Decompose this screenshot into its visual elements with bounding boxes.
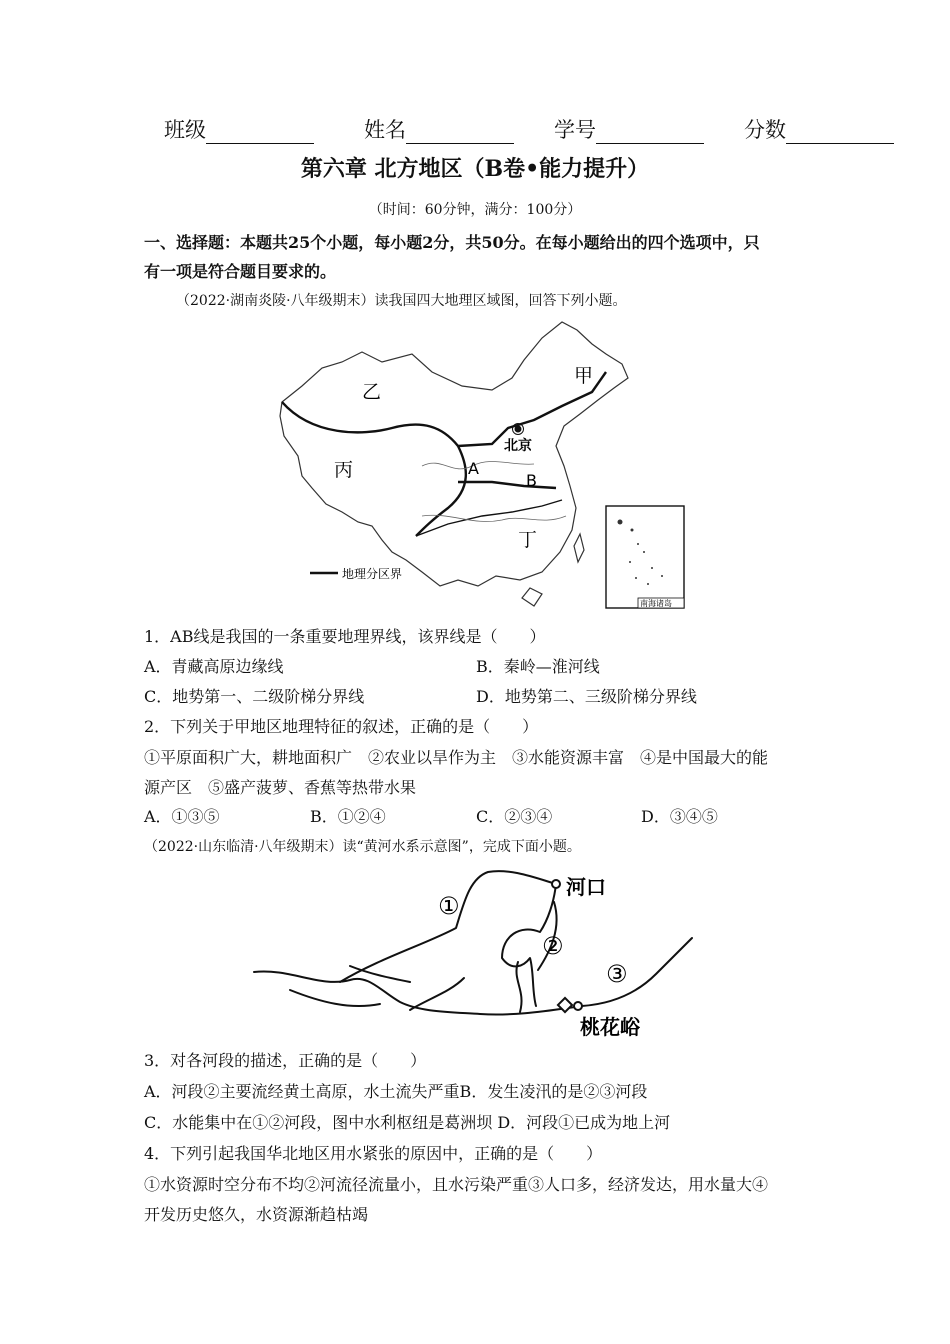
region-boundary-south	[416, 500, 562, 536]
question-2-option-c[interactable]: C．②③④	[476, 807, 553, 826]
question-2-option-b[interactable]: B．①②④	[310, 807, 386, 826]
segment-2-label: ②	[542, 932, 564, 960]
class-field[interactable]	[164, 114, 314, 144]
tributary-luo	[516, 962, 521, 1012]
taohuayu-marker	[574, 1002, 582, 1010]
question-source-2: （2022·山东临清·八年级期末）读“黄河水系示意图”，完成下面小题。	[144, 839, 581, 855]
ab-line	[458, 482, 556, 488]
question-2-items-line2: 源产区 ⑤盛产菠萝、香蕉等热带水果	[144, 778, 417, 797]
question-3-stem: 3．对各河段的描述，正确的是（ ）	[144, 1051, 427, 1070]
score-field[interactable]	[744, 114, 894, 144]
question-1-option-c[interactable]: C．地势第一、二级阶梯分界线	[144, 687, 365, 706]
question-4-stem: 4．下列引起我国华北地区用水紧张的原因中，正确的是（ ）	[144, 1144, 603, 1163]
question-1-option-a[interactable]: A．青藏高原边缘线	[144, 657, 284, 676]
class-label: 班级	[164, 118, 206, 142]
line-b-label: B	[526, 471, 537, 490]
student-id-field[interactable]	[554, 114, 704, 144]
name-label: 姓名	[364, 118, 406, 142]
hekou-label: 河口	[566, 875, 606, 899]
line-a-label: A	[468, 459, 479, 478]
question-source-1: （2022·湖南炎陵·八年级期末）读我国四大地理区域图，回答下列小题。	[176, 293, 627, 309]
question-3-options-line1[interactable]: A．河段②主要流经黄土高原，水土流失严重B．发生凌汛的是②③河段	[144, 1082, 648, 1101]
tributary-wei	[290, 990, 380, 1006]
taohuayu-label: 桃花峪	[580, 1015, 640, 1039]
question-2-items-line1: ①平原面积广大，耕地面积广 ②农业以旱作为主 ③水能资源丰富 ④是中国最大的能	[144, 748, 769, 767]
question-2-stem: 2．下列关于甲地区地理特征的叙述，正确的是（ ）	[144, 717, 539, 736]
question-2-option-a[interactable]: A．①③⑤	[144, 807, 220, 826]
segment-3-label: ③	[606, 960, 628, 988]
question-3-options-line2[interactable]: C．水能集中在①②河段，图中水利枢纽是葛洲坝 D．河段①已成为地上河	[144, 1113, 671, 1132]
tributary-2	[410, 978, 464, 1010]
question-4-items-line1: ①水资源时空分布不均②河流径流量小，且水污染严重③人口多，经济发达，用水量大④	[144, 1175, 769, 1194]
inset-label: 南海诸岛	[640, 599, 672, 608]
question-1-option-d[interactable]: D．地势第二、三级阶梯分界线	[476, 687, 697, 706]
region-boundary	[282, 402, 466, 536]
map-legend: 地理分区界	[342, 567, 403, 581]
section-instruction-line2: 有一项是符合题目要求的。	[144, 262, 337, 281]
student-id-label: 学号	[554, 118, 596, 142]
beijing-icon	[515, 426, 521, 432]
page-title: 第六章 北方地区（B卷•能力提升）	[300, 156, 650, 182]
section-instruction-line1: 一、选择题：本题共25个小题，每小题2分，共50分。在每小题给出的四个选项中，只	[144, 233, 760, 252]
region-jia: 甲	[574, 365, 594, 387]
segment-1-label: ①	[438, 892, 460, 920]
yellow-river-map	[250, 862, 700, 1042]
score-label: 分数	[744, 118, 786, 142]
question-4-items-line2: 开发历史悠久，水资源渐趋枯竭	[144, 1205, 369, 1224]
hekou-marker	[552, 880, 560, 888]
region-ding: 丁	[518, 529, 538, 551]
question-2-option-d[interactable]: D．③④⑤	[641, 807, 718, 826]
name-field[interactable]	[364, 114, 514, 144]
china-regions-map	[272, 316, 692, 612]
exam-subtitle: （时间：60分钟，满分：100分）	[368, 202, 582, 218]
question-1-option-b[interactable]: B．秦岭—淮河线	[476, 657, 600, 676]
region-yi: 乙	[362, 381, 382, 403]
beijing-label: 北京	[504, 438, 532, 454]
region-bing: 丙	[334, 459, 354, 481]
question-1-stem: 1．AB线是我国的一条重要地理界线，该界线是（ ）	[144, 627, 546, 646]
